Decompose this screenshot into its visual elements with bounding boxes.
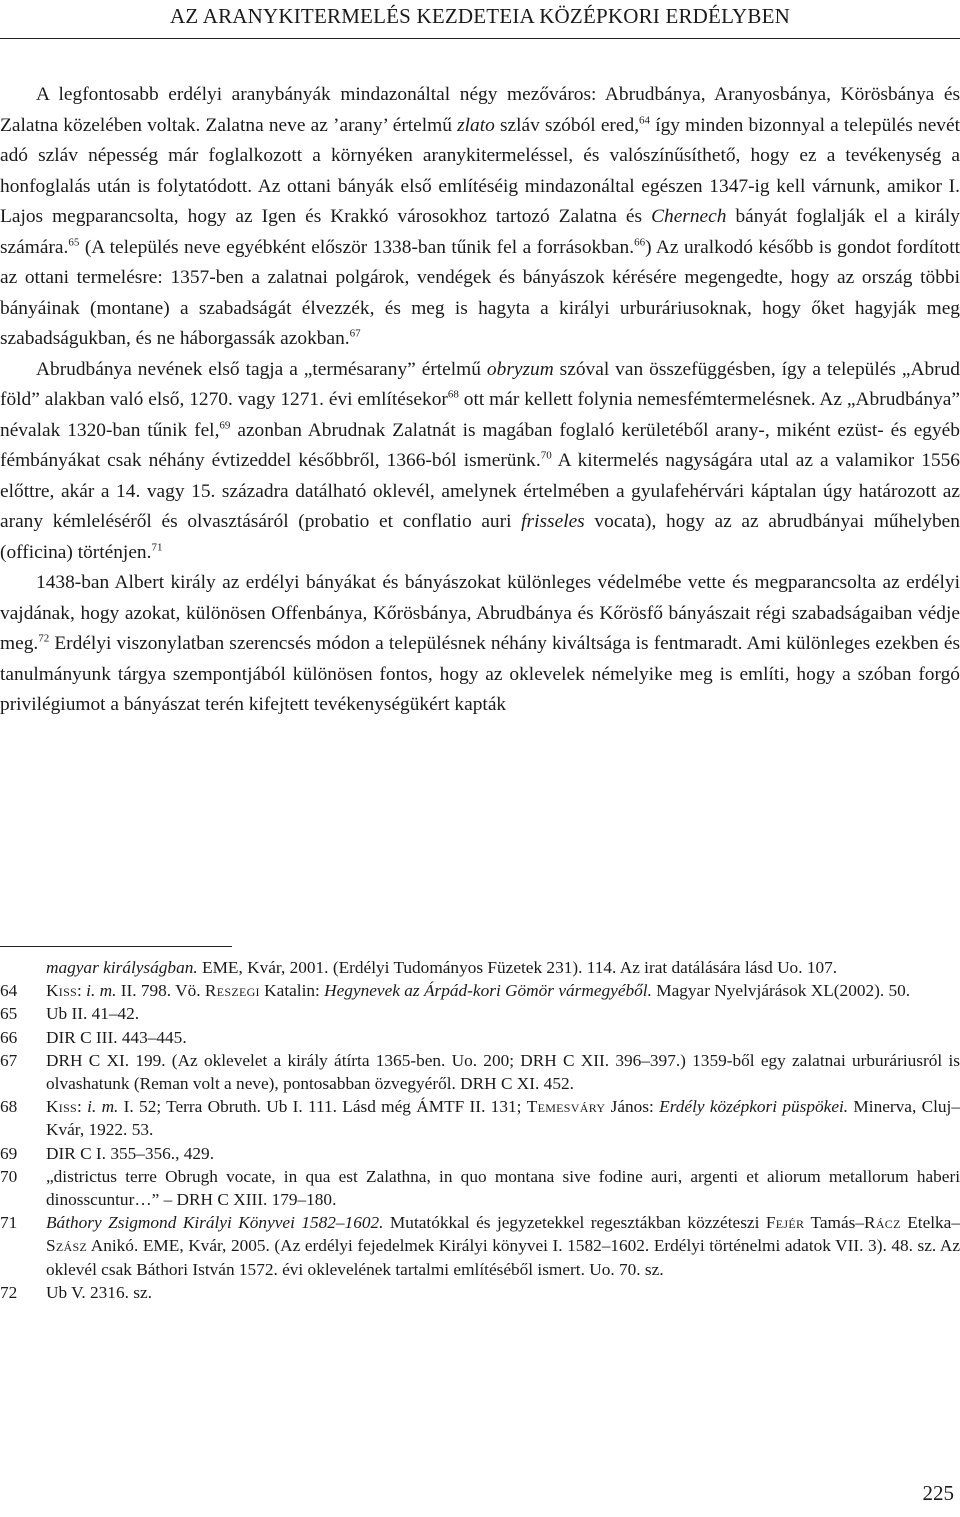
footnote xyxy=(0,1095,960,1141)
text-run: így minden bizonnyal a település nevét adó szláv népesség már foglalkozott a környéken aranykitermeléssel, és valószínűsíthető, hogy ez a tevékenység a honfoglalás után is folytatódott. Az ottani bányák első említéséig mindazonáltal egészen 1347-ig kell várnunk, amikor I. Lajos megparancsolta, hogy az Igen és Krakkó városokhoz tartozó Zalatna és xyxy=(0,114,960,227)
italic-text: magyar királyságban. xyxy=(46,958,198,977)
footnote-number: 71 xyxy=(0,1213,18,1233)
text-run: I. 52; Terra Obruth. Ub I. 111. Lásd még ÁMTF II. 131; xyxy=(118,1097,527,1117)
text-run: EME, Kvár, 2001. (Erdélyi Tudományos Füzetek 231). 114. Az irat datálására lásd Uo. 107. xyxy=(197,958,838,977)
author-name: Fejér xyxy=(765,1213,805,1233)
italic-text: i. m. xyxy=(87,1097,119,1117)
footnote-number: 68 xyxy=(0,1097,18,1117)
footnote-ref: 68 xyxy=(447,388,459,401)
text-run: Katalin: xyxy=(259,981,325,1001)
text-run: A kitermelés nagyságára utal az a valamikor 1556 előttre, akár a 14. vagy 15. századra datálható oklevél, amelynek értelmében a gyulafehérvári káptalan úgy határozott az arany kémleléséről és olvasztásáról (probatio et conflatio auri xyxy=(0,450,960,532)
text-run: János: xyxy=(605,1097,660,1117)
footnote xyxy=(0,979,960,1002)
text-run: : xyxy=(77,981,87,1001)
footnote xyxy=(0,1049,960,1095)
text-run: szóval van összefüggésben, így a település „Abrud föld” alakban való első, 1270. vagy 1271. évi említésekor xyxy=(0,358,960,410)
text-run: : xyxy=(77,1097,88,1117)
text-run: Minerva, Cluj–Kvár, 1922. 53. xyxy=(46,1097,960,1140)
italic-text: Hegynevek az Árpád-kori Gömör vármegyéből. xyxy=(324,981,652,1001)
running-head: AZ ARANYKITERMELÉS KEZDETEIA KÖZÉPKORI ERDÉLYBEN xyxy=(170,4,790,28)
footnote xyxy=(0,956,960,979)
text-run: DRH C XI. 199. (Az oklevelet a király átírta 1365-ben. Uo. 200; DRH C XII. 396–397.) 1359-ből egy zalatnai urburáriusról is olvashatunk (Reman volt a neve), pontosabban özvegyéről. DRH C XI. 452. xyxy=(46,1050,960,1094)
footnote xyxy=(0,1142,960,1165)
text-run: A legfontosabb erdélyi aranybányák mindazonáltal négy mezőváros: Abrudbánya, Aranyosbánya, Körösbánya és Zalatna közelében voltak. Zalatna neve az ’arany’ értelmű xyxy=(0,84,960,136)
text-run: Mutatókkal és jegyzetekkel regesztákban közzéteszi xyxy=(383,1213,766,1233)
text-run: Ub II. 41–42. xyxy=(46,1004,140,1024)
footnote xyxy=(0,1002,960,1025)
footnote xyxy=(0,1211,960,1281)
footnote xyxy=(0,1026,960,1049)
text-run: (A település neve egyébként először 1338-ban tűnik fel a forrásokban. xyxy=(79,236,635,258)
footnote xyxy=(0,1165,960,1211)
text-run: vocata), hogy az az abrudbányai műhelyben (officina) történjen. xyxy=(0,511,960,563)
text-run: II. 798. Vö. xyxy=(116,981,205,1001)
text-run: ) Az uralkodó később is gondot fordított az ottani termelésre: 1357-ben a zalatnai polgárok, vendégek és bányászok kérésére megengedte, hogy az ország többi bányáinak (montane) a szabadságát élvezzék, és meg is hagyta a királyi urburáriusoknak, hogy őket hagyják meg szabadságukban, és ne háborgassák azokban. xyxy=(0,236,960,349)
italic-text: Erdély középkori püspökei. xyxy=(659,1097,849,1117)
text-run: DIR C III. 443–445. xyxy=(46,1027,187,1047)
text-run: 1438-ban Albert király az erdélyi bányákat és bányászokat különleges védelmébe vette és megparancsolta az erdélyi vajdának, hogy azokat, különösen Offenbánya, Kőrösbánya, Abrudbánya és Kőrösfő bányászait régi szabadságaiban védje meg. xyxy=(0,572,960,654)
text-run: szláv szóból ered, xyxy=(494,114,640,136)
text-run: Anikó. EME, Kvár, 2005. (Az erdélyi fejedelmek Királyi könyvei I. 1582–1602. Erdélyi történelmi adatok VII. 3). 48. sz. Az oklevél csak Báthori István 1572. évi oklevelének tartalmi említéséből ismert. Uo. 70. sz. xyxy=(46,1236,960,1279)
footnote-number: 72 xyxy=(0,1282,18,1302)
text-run: Tamás– xyxy=(804,1213,864,1233)
paragraph xyxy=(0,355,960,569)
footnotes xyxy=(0,956,960,1304)
author-name: Rácz xyxy=(864,1213,901,1233)
footnote-number: 69 xyxy=(0,1143,18,1163)
author-name: Reszegi xyxy=(204,981,260,1001)
footnote-number: 64 xyxy=(0,981,18,1001)
text-run: Abrudbánya nevének első tagja a „termésarany” értelmű xyxy=(36,358,487,380)
paragraph xyxy=(0,80,960,355)
footnote-number: 66 xyxy=(0,1027,18,1047)
author-name: Szász xyxy=(46,1236,88,1256)
header-rule xyxy=(0,38,960,39)
text-run: bányát foglalják el a király számára. xyxy=(0,206,960,258)
footnote-rule xyxy=(0,946,232,947)
author-name: Kiss xyxy=(46,981,78,1001)
footnote-ref: 64 xyxy=(639,114,651,127)
footnote-ref: 72 xyxy=(38,632,50,645)
footnote-number: 67 xyxy=(0,1050,18,1070)
italic-text: Báthory Zsigmond Királyi Könyvei 1582–1602. xyxy=(46,1213,384,1233)
text-run: azonban Abrudnak Zalatnát is magában foglaló kerületéből arany-, miként ezüst- és egyéb fémbányákat csak néhány évtizeddel későbbről, 1366-ból ismerünk. xyxy=(0,419,960,471)
main-text xyxy=(0,80,960,721)
italic-text: i. m. xyxy=(86,981,117,1001)
paragraph xyxy=(0,568,960,721)
footnote-number: 65 xyxy=(0,1004,18,1024)
text-run: Ub V. 2316. sz. xyxy=(46,1282,152,1302)
footnote-ref: 70 xyxy=(540,449,552,462)
footnote-ref: 71 xyxy=(151,541,163,554)
page-number: 225 xyxy=(922,1481,954,1505)
footnote-ref: 66 xyxy=(634,236,646,249)
italic-text: zlato xyxy=(457,114,495,136)
author-name: Kiss xyxy=(46,1097,78,1117)
text-run: „districtus terre Obrugh vocate, in qua est Zalathna, in quo montana sive fodine auri, argenti et aliorum metallorum haberi dinosscuntur…” – DRH C XIII. 179–180. xyxy=(46,1166,960,1210)
italic-text: frisseles xyxy=(521,511,585,532)
footnote-number: 70 xyxy=(0,1166,18,1186)
footnote-ref: 65 xyxy=(68,236,80,249)
text-run: Erdélyi viszonylatban szerencsés módon a településnek néhány kiváltsága is fentmaradt. Ami különleges ezekben és tanulmányunk tárgya szempontjából különösen fontos, hogy az oklevelek némelyike meg is említi, hogy a szóban forgó privilégiumot a bányászat terén kifejtett tevékenységükért kapták xyxy=(0,633,960,715)
footnote xyxy=(0,1281,960,1304)
author-name: Temesváry xyxy=(526,1097,606,1117)
text-run: ott már kellett folynia nemesfémtermelésnek. Az „Abrudbánya” névalak 1320-ban tűnik fel, xyxy=(0,389,960,441)
text-run: Magyar Nyelvjárások XL(2002). 50. xyxy=(651,981,911,1001)
italic-text: Chernech xyxy=(651,206,727,227)
italic-text: obryzum xyxy=(486,358,554,380)
text-run: DIR C I. 355–356., 429. xyxy=(46,1143,215,1163)
text-run: Etelka– xyxy=(900,1213,960,1233)
footnote-ref: 67 xyxy=(349,327,361,340)
footnote-ref: 69 xyxy=(219,419,231,432)
